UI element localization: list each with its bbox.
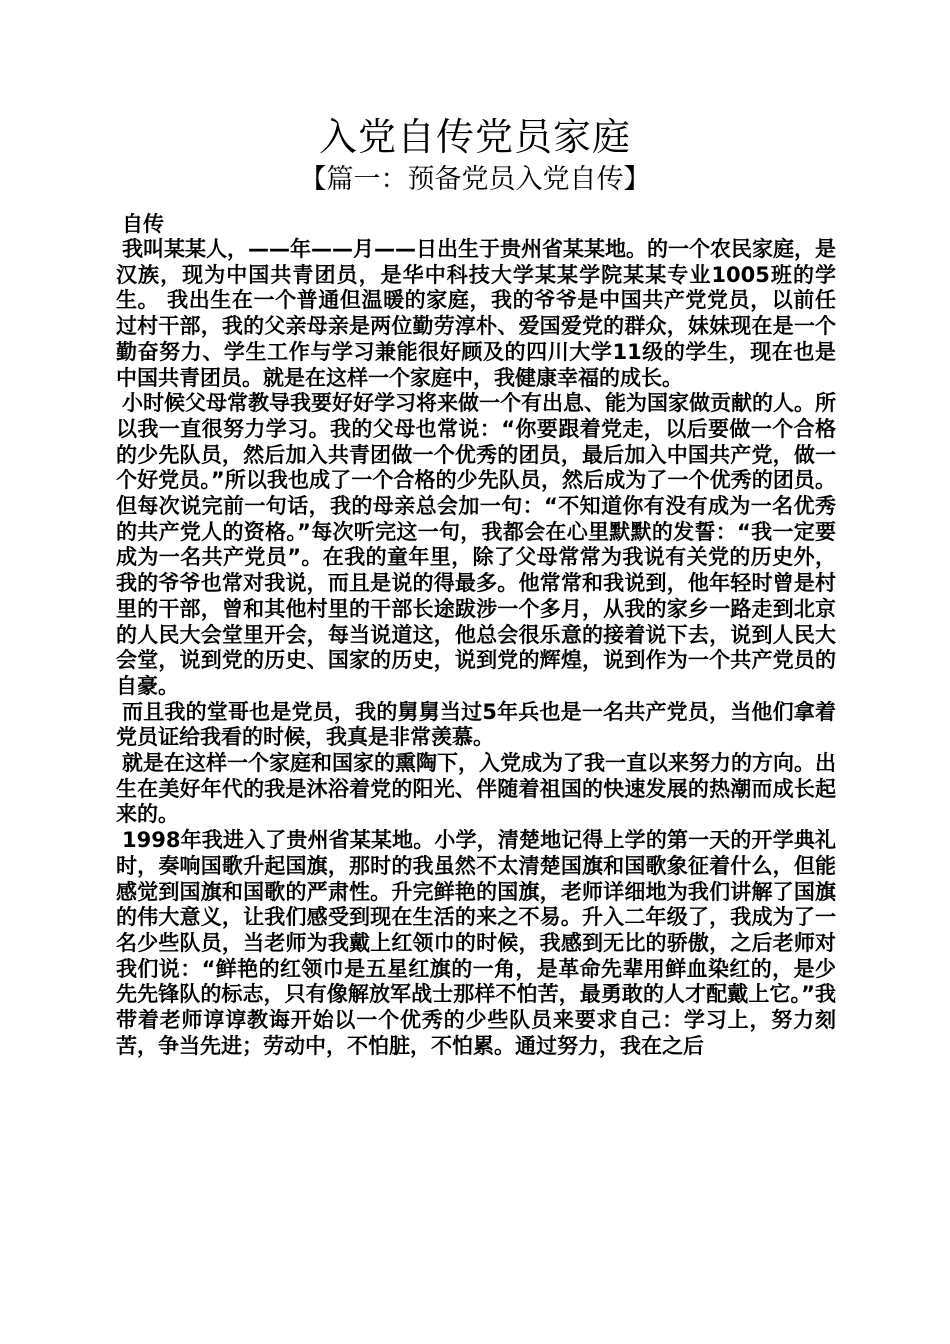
section-heading: 自传 [122, 212, 164, 236]
document-body [116, 237, 836, 1060]
paragraph: 我叫某某人，——年——月——日出生于贵州省某某地。的一个农民家庭，是汉族，现为中国共青团员，是华中科技大学某某学院某某专业1005班的学生。 我出生在一个普通但温暖的家庭，我的爷爷是中国共产党党员，以前任过村干部，我的父亲母亲是两位勤劳淳朴、爱国爱党的群众，妹妹现在是一个勤奋努力、学生工作与学习兼能很好顾及的四川大学11级的学生，现在也是中国共青团员。就是在这样一个家庭中，我健康幸福的成长。 [116, 237, 836, 390]
paragraph: 就是在这样一个家庭和国家的熏陶下，入党成为了我一直以来努力的方向。出生在美好年代的我是沐浴着党的阳光、伴随着祖国的快速发展的热潮而成长起来的。 [116, 751, 836, 827]
paragraph: 而且我的堂哥也是党员，我的舅舅当过5年兵也是一名共产党员，当他们拿着党员证给我看的时候，我真是非常羡慕。 [116, 699, 836, 750]
document-subtitle: 【篇一：预备党员入党自传】 [299, 164, 651, 195]
paragraph: 小时候父母常教导我要好好学习将来做一个有出息、能为国家做贡献的人。所以我一直很努力学习。我的父母也常说：“你要跟着党走，以后要做一个合格的少先队员，然后加入共青团做一个优秀的团员，最后加入中国共产党，做一个好党员。”所以我也成了一个合格的少先队员，然后成为了一个优秀的团员。但每次说完前一句话，我的母亲总会加一句：“不知道你有没有成为一名优秀的共产党人的资格。”每次听完这一句，我都会在心里默默的发誓：“我一定要成为一名共产党员”。在我的童年里，除了父母常常为我说有关党的历史外，我的爷爷也常对我说，而且是说的得最多。他常常和我说到，他年轻时曾是村里的干部，曾和其他村里的干部长途跋涉一个多月，从我的家乡一路走到北京的人民大会堂里开会，每当说道这，他总会很乐意的接着说下去，说到人民大会堂，说到党的历史、国家的历史，说到党的辉煌，说到作为一个共产党员的自豪。 [116, 391, 836, 698]
document-title: 入党自传党员家庭 [318, 115, 631, 159]
paragraph: 1998年我进入了贵州省某某地。小学，清楚地记得上学的第一天的开学典礼时，奏响国歌升起国旗，那时的我虽然不太清楚国旗和国歌象征着什么，但能感觉到国旗和国歌的严肃性。升完鲜艳的国旗，老师详细地为我们讲解了国旗的伟大意义，让我们感受到现在生活的来之不易。升入二年级了，我成为了一名少些队员，当老师为我戴上红领巾的时候，我感到无比的骄傲，之后老师对我们说：“鲜艳的红领巾是五星红旗的一角，是革命先辈用鲜血染红的，是少先先锋队的标志，只有像解放军战士那样不怕苦，最勇敢的人才配戴上它。”我带着老师谆谆教诲开始以一个优秀的少些队员来要求自己：学习上，努力刻苦，争当先进；劳动中，不怕脏，不怕累。通过努力，我在之后 [116, 828, 836, 1058]
